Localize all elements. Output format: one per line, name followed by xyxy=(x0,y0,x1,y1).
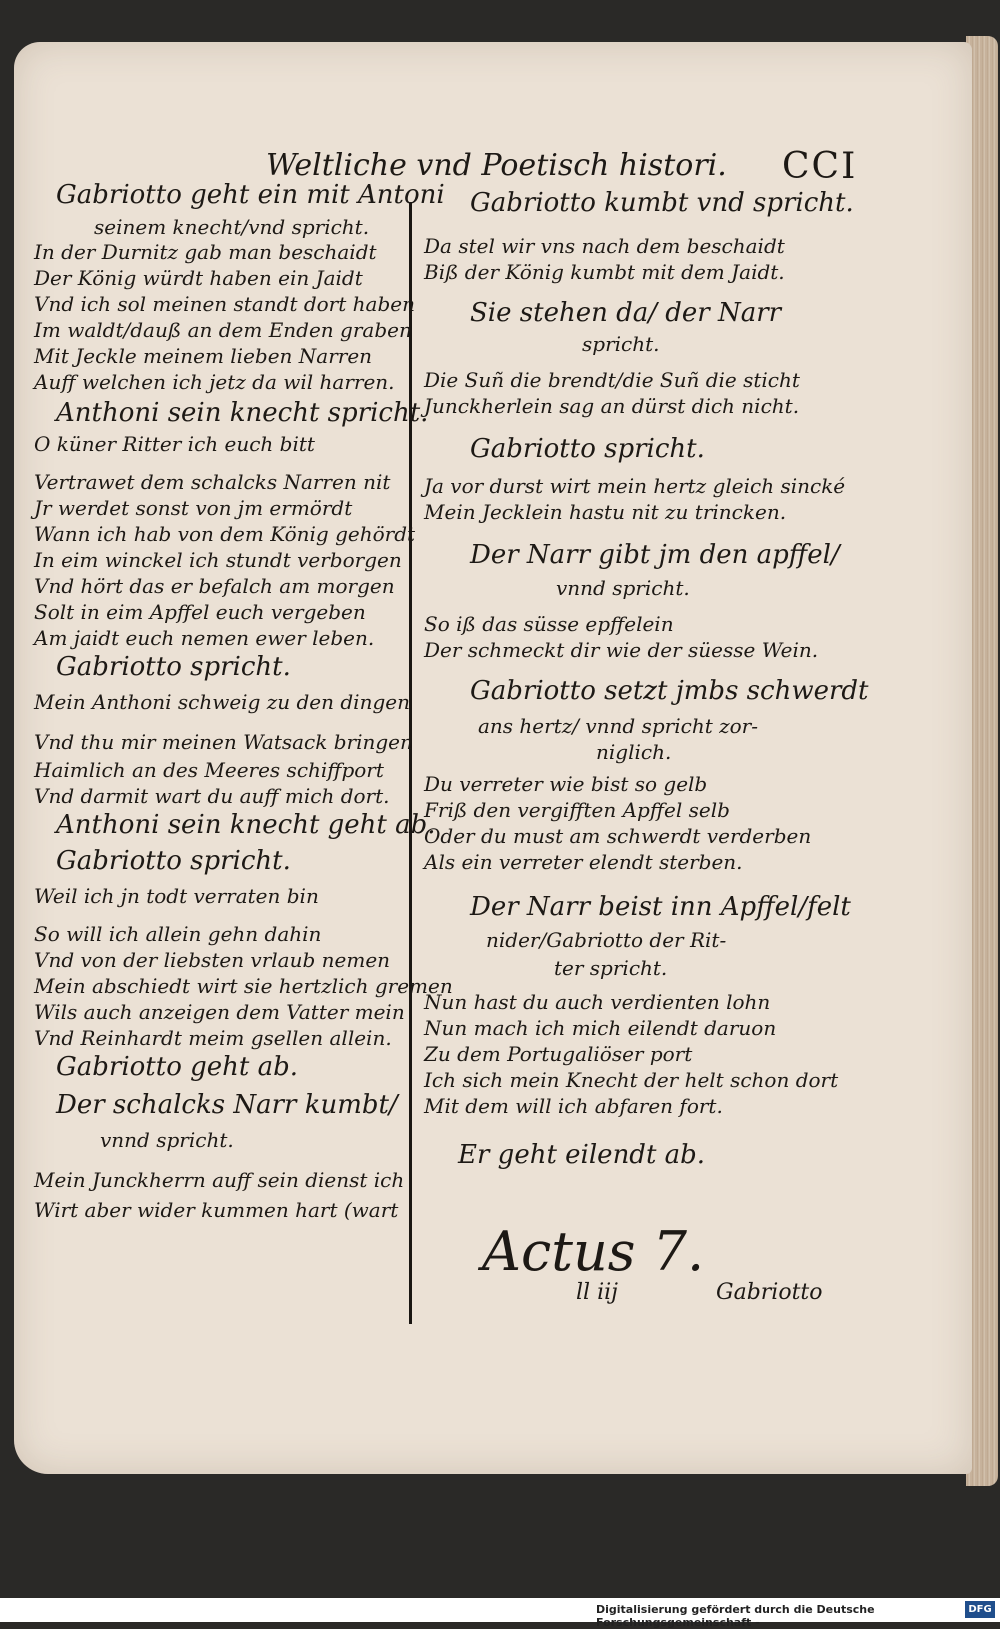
right-verse-line: Als ein verreter elendt sterben. xyxy=(424,850,743,874)
right-verse-line: Oder du must am schwerdt verderben xyxy=(424,824,812,848)
right-stage-direction: Gabriotto setzt jmbs schwerdt xyxy=(470,676,869,706)
right-verse-line: Der schmeckt dir wie der süesse Wein. xyxy=(424,638,819,662)
left-verse-line: Vnd darmit wart du auff mich dort. xyxy=(34,784,390,808)
left-verse-line: Weil ich jn todt verraten bin xyxy=(34,884,319,908)
right-stage-direction: Gabriotto kumbt vnd spricht. xyxy=(470,188,854,218)
signature-mark: ll iij xyxy=(576,1280,618,1305)
left-verse-line: Solt in eim Apffel euch vergeben xyxy=(34,600,366,624)
right-verse-line: Nun hast du auch verdienten lohn xyxy=(424,990,771,1014)
right-verse-line: Ja vor durst wirt mein hertz gleich sincké xyxy=(424,474,846,498)
right-verse-line: So iß das süsse epffelein xyxy=(424,612,674,636)
left-stage-direction: Gabriotto spricht. xyxy=(56,652,291,682)
left-verse-line: Haimlich an des Meeres schiffport xyxy=(34,758,384,782)
left-verse-line: Vnd ich sol meinen standt dort haben xyxy=(34,292,415,316)
right-verse-line: Zu dem Portugaliöser port xyxy=(424,1042,693,1066)
right-stage-direction: ter spricht. xyxy=(554,956,668,980)
left-verse-line: Der König würdt haben ein Jaidt xyxy=(34,266,363,290)
left-stage-direction: seinem knecht/vnd spricht. xyxy=(94,215,370,239)
left-verse-line: Mein Anthoni schweig zu den dingen xyxy=(34,690,410,714)
right-verse-line: Die Suñ die brendt/die Suñ die sticht xyxy=(424,368,800,392)
left-verse-line: In eim winckel ich stundt verborgen xyxy=(34,548,402,572)
left-stage-direction: Anthoni sein knecht geht ab. xyxy=(56,810,436,840)
folio-number: CCI xyxy=(782,146,858,187)
right-verse-line: Ich sich mein Knecht der helt schon dort xyxy=(424,1068,839,1092)
left-verse-line: Am jaidt euch nemen ewer leben. xyxy=(34,626,375,650)
left-verse-line: Mit Jeckle meinem lieben Narren xyxy=(34,344,373,368)
right-verse-line: Mein Jecklein hastu nit zu trincken. xyxy=(424,500,787,524)
left-verse-line: Mein Junckherrn auff sein dienst ich xyxy=(34,1168,405,1192)
right-verse-line: Mit dem will ich abfaren fort. xyxy=(424,1094,723,1118)
right-verse-line: Da stel wir vns nach dem beschaidt xyxy=(424,234,785,258)
left-stage-direction: Gabriotto spricht. xyxy=(56,846,291,876)
running-head: Weltliche vnd Poetisch histori. xyxy=(266,148,727,183)
left-verse-line: Wann ich hab von dem König gehördt xyxy=(34,522,416,546)
left-verse-line: Im waldt/dauß an dem Enden graben xyxy=(34,318,412,342)
right-stage-direction: Sie stehen da/ der Narr xyxy=(470,298,782,328)
left-verse-line: Vnd hört das er befalch am morgen xyxy=(34,574,395,598)
left-verse-line: Jr werdet sonst von jm ermördt xyxy=(34,496,353,520)
right-stage-direction: vnnd spricht. xyxy=(556,576,690,600)
right-verse-line: Friß den vergifften Apffel selb xyxy=(424,798,730,822)
left-stage-direction: Gabriotto geht ab. xyxy=(56,1052,299,1082)
right-stage-direction: Gabriotto spricht. xyxy=(470,434,705,464)
left-stage-direction: Gabriotto geht ein mit Antoni xyxy=(56,180,445,210)
left-verse-line: Vnd thu mir meinen Watsack bringen xyxy=(34,730,413,754)
right-stage-direction: spricht. xyxy=(582,332,660,356)
left-verse-line: Vnd Reinhardt meim gsellen allein. xyxy=(34,1026,392,1050)
left-verse-line: Vertrawet dem schalcks Narren nit xyxy=(34,470,391,494)
left-verse-line: In der Durnitz gab man beschaidt xyxy=(34,240,377,264)
left-verse-line: Wils auch anzeigen dem Vatter mein xyxy=(34,1000,405,1024)
act-heading: Actus 7. xyxy=(482,1220,705,1283)
right-verse-line: Junckherlein sag an dürst dich nicht. xyxy=(424,394,800,418)
dfg-logo: DFG xyxy=(965,1601,995,1618)
right-stage-direction: niglich. xyxy=(596,740,672,764)
left-verse-line: O küner Ritter ich euch bitt xyxy=(34,432,315,456)
right-stage-direction: Der Narr beist inn Apffel/felt xyxy=(470,892,851,922)
right-stage-direction: ans hertz/ vnnd spricht zor- xyxy=(478,714,758,738)
left-verse-line: Vnd von der liebsten vrlaub nemen xyxy=(34,948,391,972)
right-stage-direction: Der Narr gibt jm den apffel/ xyxy=(470,540,840,570)
left-verse-line: So will ich allein gehn dahin xyxy=(34,922,322,946)
left-stage-direction: Anthoni sein knecht spricht. xyxy=(56,398,429,428)
left-stage-direction: Der schalcks Narr kumbt/ xyxy=(56,1090,398,1120)
left-verse-line: Mein abschiedt wirt sie hertzlich gremen xyxy=(34,974,453,998)
footer-credit: Digitalisierung gefördert durch die Deutsche Forschungsgemeinschaft - xyxy=(596,1603,875,1629)
left-verse-line: Auff welchen ich jetz da wil harren. xyxy=(34,370,395,394)
right-verse-line: Biß der König kumbt mit dem Jaidt. xyxy=(424,260,785,284)
right-verse-line: Nun mach ich mich eilendt daruon xyxy=(424,1016,777,1040)
right-verse-line: Du verreter wie bist so gelb xyxy=(424,772,708,796)
left-verse-line: Wirt aber wider kummen hart (wart xyxy=(34,1198,399,1222)
right-stage-direction: nider/Gabriotto der Rit- xyxy=(486,928,727,952)
right-stage-direction: Er geht eilendt ab. xyxy=(458,1140,706,1170)
column-divider xyxy=(409,202,412,1324)
catchword: Gabriotto xyxy=(716,1280,823,1305)
left-stage-direction: vnnd spricht. xyxy=(100,1128,234,1152)
